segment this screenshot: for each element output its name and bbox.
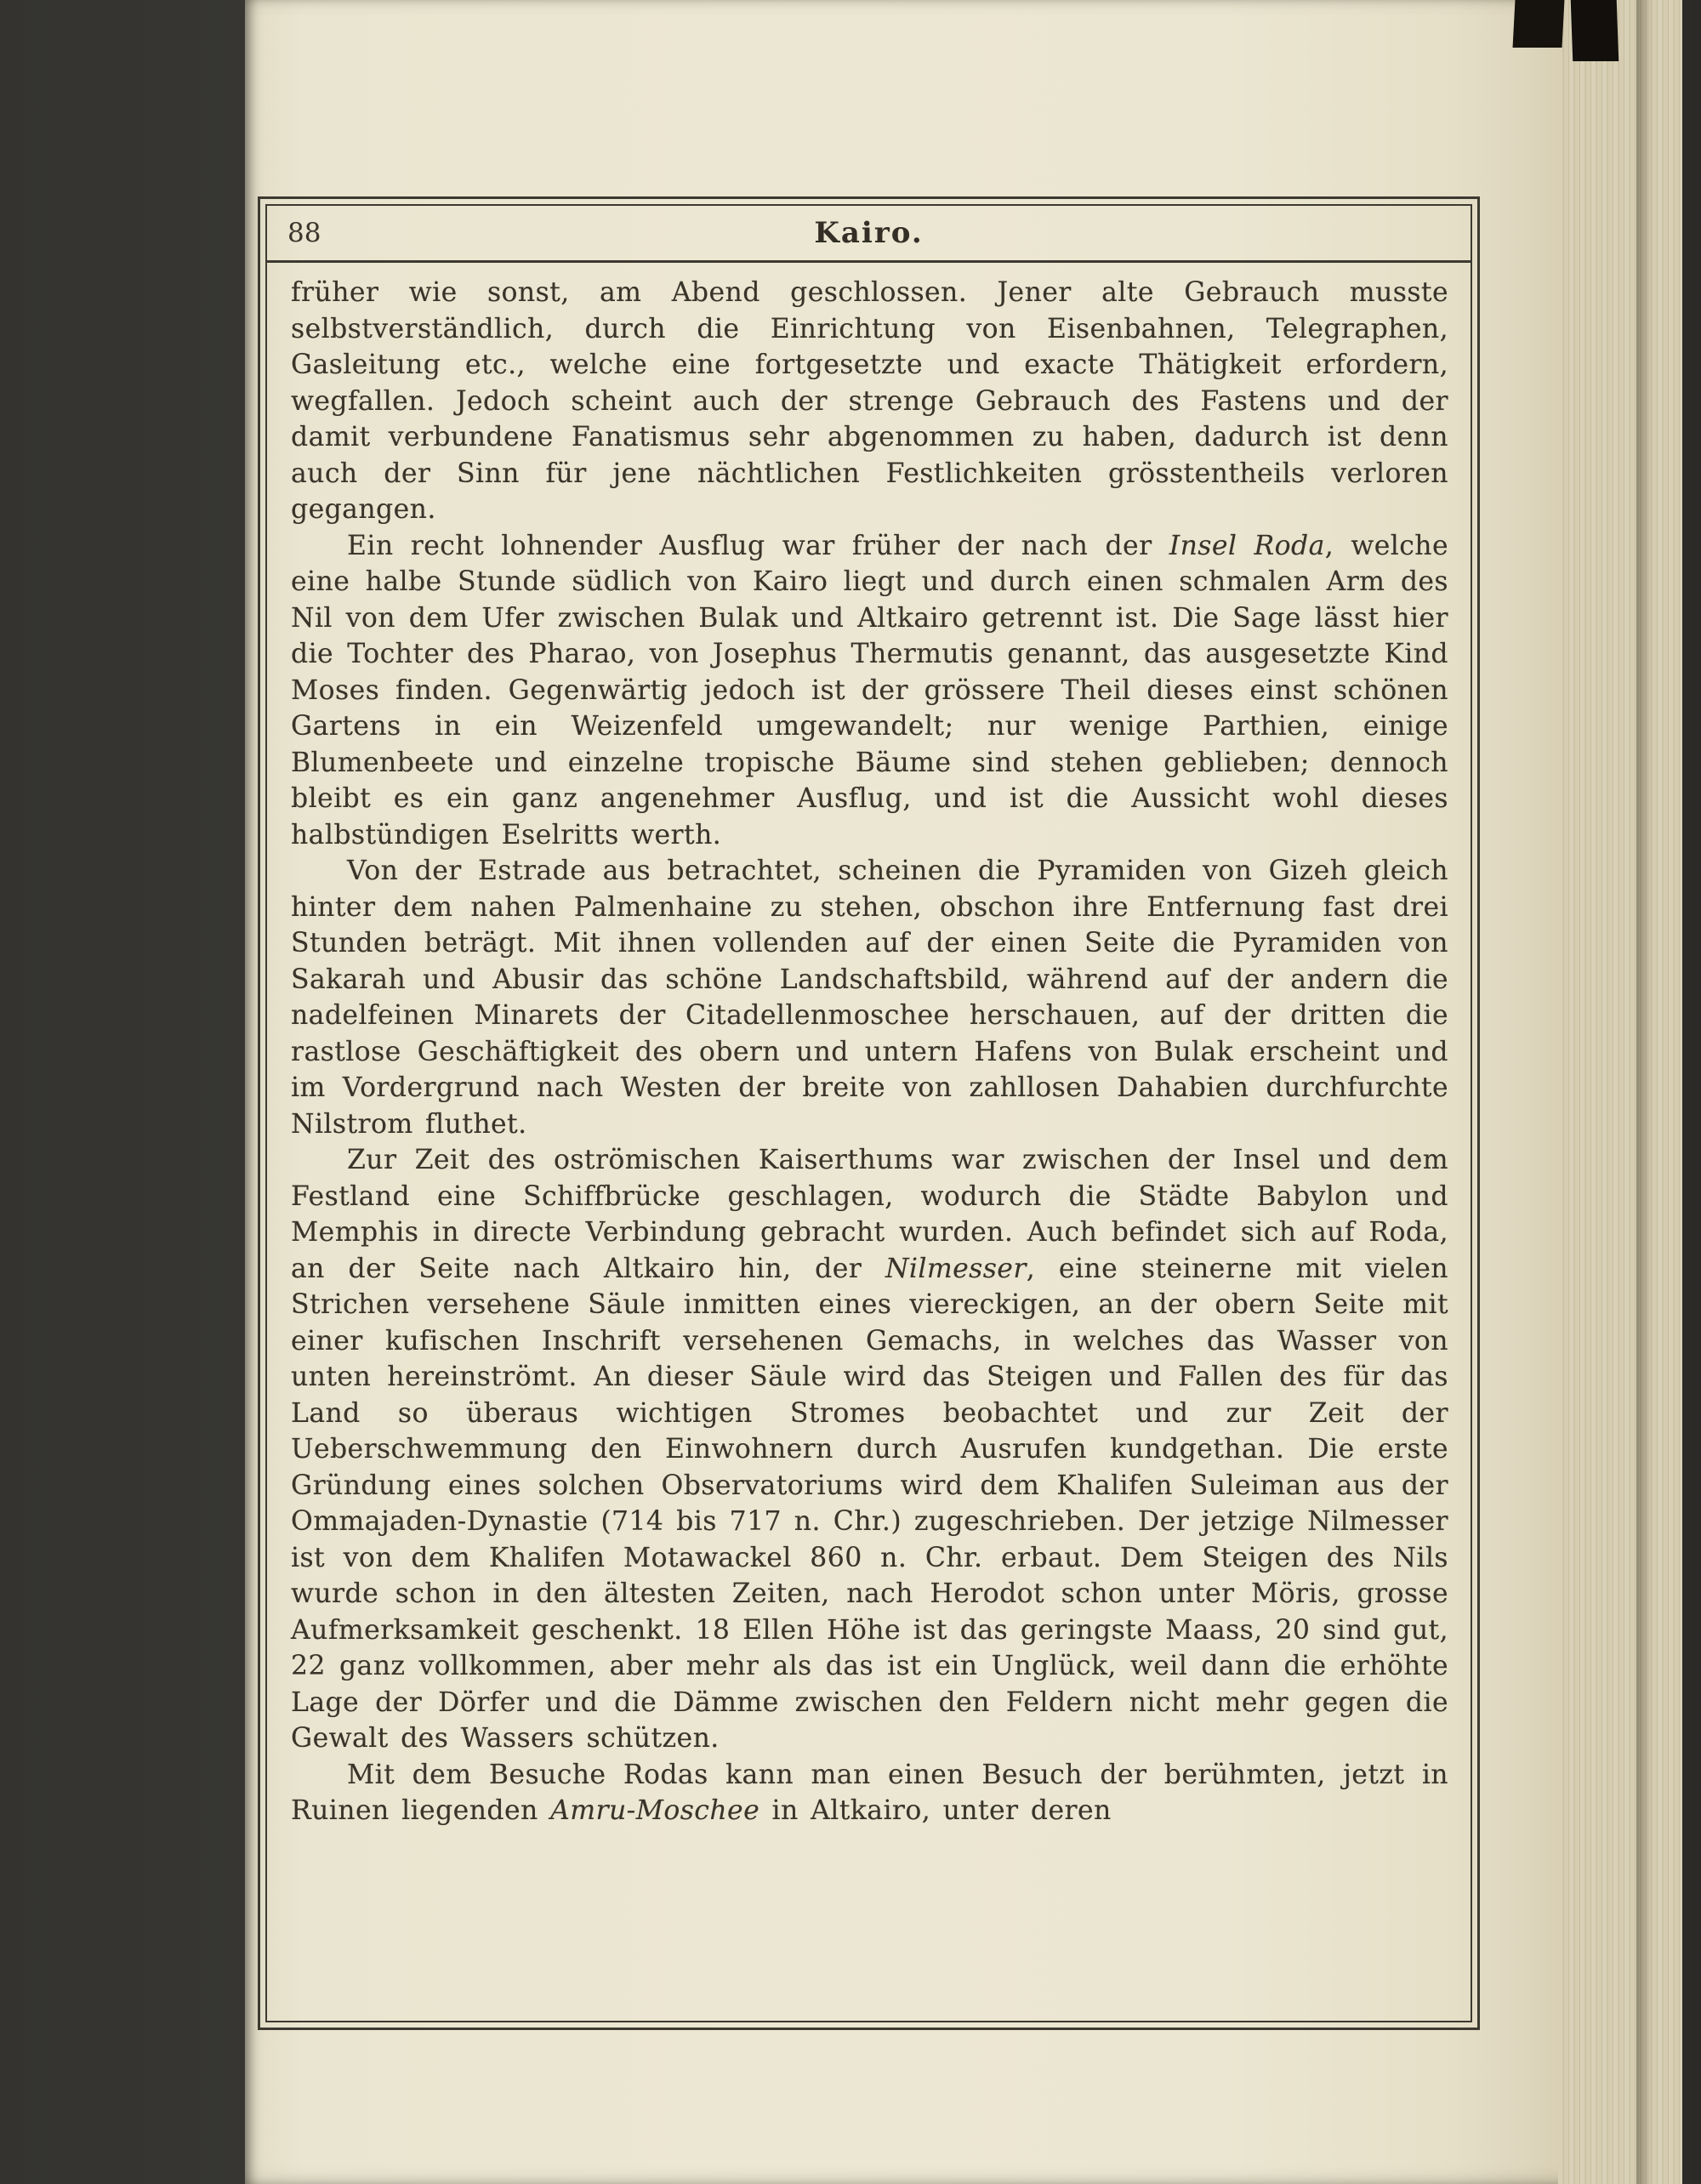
text-segment: , welche eine halbe Stunde südlich von Kairo liegt und durch einen schmalen Arm des Nil von dem Ufer zwischen Bulak und Altkairo getrennt ist. Die Sage lässt hier die Tochter des Pharao, von Josephus Thermutis genannt, das ausgesetzte Kind Moses finden. Gegenwärtig jedoch ist der grössere Theil dieses einst schönen Gartens in ein Weizenfeld umgewandelt; nur wenige Parthien, einige Blumenbeete und einzelne tropische Bäume sind stehen geblieben; dennoch bleibt es ein ganz angenehmer Ausflug, und ist die Aussicht wohl dieses halbstündigen Eselritts werth. — [291, 530, 1448, 850]
body-text — [267, 263, 1471, 1829]
italic-text: Nilmesser — [885, 1253, 1027, 1284]
text-segment: , eine steinerne mit vielen Strichen versehene Säule inmitten eines viereckigen, an der obern Seite mit einer kufischen Inschrift versehenen Gemachs, in welches das Wasser von unten hereinströmt. An dieser Säule wird das Steigen und Fallen des für das Land so überaus wichtigen Stromes beobachtet und zur Zeit der Ueberschwemmung den Einwohnern durch Ausrufen kundgethan. Die erste Gründung eines solchen Observatoriums wird dem Khalifen Suleiman aus der Ommajaden-Dynastie (714 bis 717 n. Chr.) zugeschrieben. Der jetzige Nilmesser ist von dem Khalifen Motawackel 860 n. Chr. erbaut. Dem Steigen des Nils wurde schon in den ältesten Zeiten, nach Herodot schon unter Möris, grosse Aufmerksamkeit geschenkt. 18 Ellen Höhe ist das geringste Maass, 20 sind gut, 22 ganz vollkommen, aber mehr als das ist ein Unglück, weil dann die erhöhte Lage der Dörfer und die Dämme zwischen den Feldern nicht mehr gegen die Gewalt des Wassers schützen. — [291, 1253, 1448, 1754]
paragraph — [291, 275, 1448, 528]
italic-text: Insel Roda — [1169, 530, 1325, 561]
text-segment: in Altkairo, unter deren — [759, 1795, 1112, 1826]
text-segment: Mit dem Besuche Rodas kann man einen Besuch der berühmten, jetzt in Ruinen liegenden — [291, 1759, 1448, 1826]
text-segment: Zur Zeit des oströmischen Kaiserthums war zwischen der Insel und dem Festland eine Schiffbrücke geschlagen, wodurch die Städte Babylon und Memphis in directe Verbindung gebracht wurden. Auch befindet sich auf Roda, an der Seite nach Altkairo hin, der — [291, 1145, 1448, 1284]
page-frame — [258, 196, 1480, 2030]
text-segment: Von der Estrade aus betrachtet, scheinen die Pyramiden von Gizeh gleich hinter dem nahen Palmenhaine zu stehen, obschon ihre Entfernung fast drei Stunden beträgt. Mit ihnen vollenden auf der einen Seite die Pyramiden von Sakarah und Abusir das schöne Landschaftsbild, während auf der andern die nadelfeinen Minarets der Citadellenmoschee herschauen, auf der dritten die rastlose Geschäftigkeit des obern und untern Hafens von Bulak erscheint und im Vordergrund nach Westen der breite von zahllosen Dahabien durchfurchte Nilstrom fluthet. — [291, 856, 1448, 1140]
page-frame-inner — [265, 204, 1472, 2022]
page-edges — [1558, 0, 1682, 2184]
italic-text: Amru-Moschee — [550, 1795, 760, 1826]
paragraph — [291, 1142, 1448, 1757]
text-segment: früher wie sonst, am Abend geschlossen. Jener alte Gebrauch musste selbstverständlich, durch die Einrichtung von Eisenbahnen, Telegraphen, Gasleitung etc., welche eine fortgesetzte und exacte Thätigkeit erfordern, wegfallen. Jedoch scheint auch der strenge Gebrauch des Fastens und der damit verbundene Fanatismus sehr abgenommen zu haben, dadurch ist denn auch der Sinn für jene nächtlichen Festlichkeiten grösstentheils verloren gegangen. — [291, 277, 1448, 525]
page-header — [267, 206, 1471, 260]
header-title: Kairo. — [814, 216, 924, 250]
bookmark-ribbon — [1514, 0, 1633, 66]
text-segment: Ein recht lohnender Ausflug war früher der nach der — [347, 530, 1169, 561]
paragraph — [291, 1757, 1448, 1829]
page-number: 88 — [287, 218, 321, 248]
paragraph — [291, 528, 1448, 854]
paragraph — [291, 853, 1448, 1142]
